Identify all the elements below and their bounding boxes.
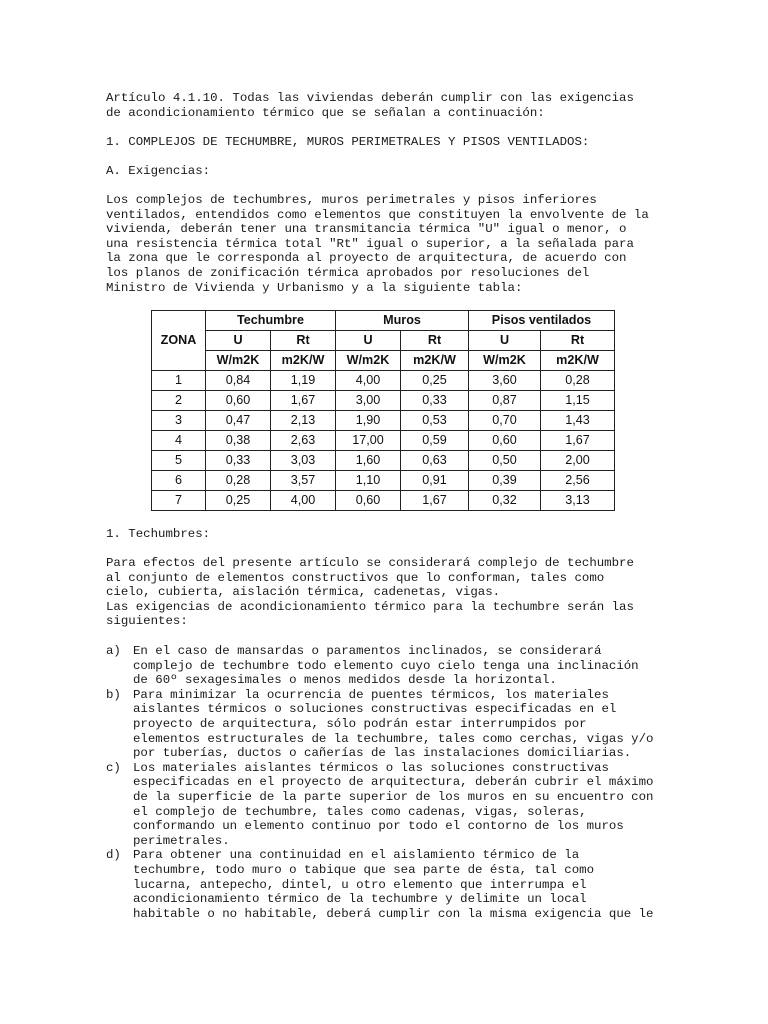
zone-cell: 3 [152,411,206,431]
zone-cell: 5 [152,451,206,471]
table-cell: 0,60 [336,491,401,511]
subheading-exigencias-text: A. Exigencias: [106,164,211,178]
symbol-header: U [469,331,541,351]
list-item-line: lucarna, antepecho, dintel, u otro elemento que interrumpa el [133,877,587,892]
table-cell: 3,13 [541,491,615,511]
list-item-body [133,688,666,761]
paragraph-line: una resistencia térmica total "Rt" igual o superior, a la señalada para [106,236,634,251]
table-cell: 0,53 [401,411,469,431]
table-row [152,451,615,471]
table-cell: 1,90 [336,411,401,431]
table-cell: 4,00 [271,491,336,511]
table-cell: 3,60 [469,371,541,391]
table-cell: 1,15 [541,391,615,411]
paragraph-line: Ministro de Vivienda y Urbanismo y a la siguiente tabla: [106,280,523,295]
section-heading [106,135,666,150]
list-item-line: proyecto de arquitectura, sólo podrán estar interrumpidos por [133,716,587,731]
symbol-header: Rt [541,331,615,351]
table-cell: 3,03 [271,451,336,471]
zone-cell: 2 [152,391,206,411]
table-row [152,391,615,411]
table-row [152,471,615,491]
table-cell: 3,00 [336,391,401,411]
list-item-line: conformando un elemento continuo por todo el contorno de los muros [133,819,624,834]
article-intro [106,91,666,120]
table-cell: 0,33 [401,391,469,411]
table-cell: 2,00 [541,451,615,471]
unit-header: W/m2K [206,351,271,371]
table-cell: 1,67 [401,491,469,511]
table-cell: 2,13 [271,411,336,431]
list-item-line: Los materiales aislantes térmicos o las soluciones constructivas [133,760,609,775]
list-item-line: elementos estructurales de la techumbre, tales como cerchas, vigas y/o [133,731,654,746]
pisos-ventilados-header: Pisos ventilados [469,311,615,331]
table-cell: 0,91 [401,471,469,491]
table-row [152,491,615,511]
list-item [106,761,666,849]
table-symbol-row [152,331,615,351]
table-cell: 0,28 [541,371,615,391]
list-item-line: aislantes térmicos o soluciones constructivas especificadas en el [133,702,617,717]
list-item [106,644,666,688]
table-cell: 2,63 [271,431,336,451]
paragraph-line: Las exigencias de acondicionamiento térmico para la techumbre serán las [106,599,634,614]
thermal-zones-table [151,310,615,511]
unit-header: m2K/W [271,351,336,371]
article-line: Artículo 4.1.10. Todas las viviendas deberán cumplir con las exigencias [106,91,634,105]
table-cell: 0,28 [206,471,271,491]
list-item-line: Para obtener una continuidad en el aislamiento térmico de la [133,848,580,863]
table-cell: 3,57 [271,471,336,491]
table-cell: 2,56 [541,471,615,491]
symbol-header: Rt [401,331,469,351]
unit-header: W/m2K [336,351,401,371]
list-item-line: Para minimizar la ocurrencia de puentes térmicos, los materiales [133,687,609,702]
list-item-line: de la superficie de la parte superior de los muros en su encuentro con [133,789,654,804]
table-cell: 1,19 [271,371,336,391]
unit-header: m2K/W [401,351,469,371]
list-item-line: perimetrales. [133,833,230,848]
list-item [106,688,666,761]
list-item-line: habitable o no habitable, deberá cumplir con la misma exigencia que le [133,906,654,921]
table-cell: 4,00 [336,371,401,391]
table-cell: 1,67 [541,431,615,451]
table-cell: 0,84 [206,371,271,391]
list-item-body [133,761,666,849]
paragraph-line: la zona que le corresponda al proyecto de arquitectura, de acuerdo con [106,251,627,266]
table-cell: 0,47 [206,411,271,431]
table-row [152,411,615,431]
zone-cell: 4 [152,431,206,451]
paragraph-line: siguientes: [106,614,188,629]
table-cell: 0,39 [469,471,541,491]
zone-cell: 7 [152,491,206,511]
list-marker: c) [106,760,121,775]
techumbre-header: Techumbre [206,311,336,331]
table-cell: 1,67 [271,391,336,411]
table-cell: 0,32 [469,491,541,511]
subheading-exigencias [106,164,666,179]
unit-header: W/m2K [469,351,541,371]
unit-header: m2K/W [541,351,615,371]
list-marker: b) [106,687,121,702]
table-cell: 0,38 [206,431,271,451]
list-item-line: complejo de techumbre todo elemento cuyo cielo tenga una inclinación [133,658,639,673]
zona-header: ZONA [152,311,206,371]
zone-cell: 6 [152,471,206,491]
list-item-line: techumbre, todo muro o tabique que sea parte de ésta, tal como [133,862,595,877]
paragraph-line: Para efectos del presente artículo se considerará complejo de techumbre [106,556,634,570]
table-unit-row [152,351,615,371]
list-item-body [133,644,666,688]
list-marker: d) [106,848,121,863]
paragraph-techumbre [106,556,666,629]
list-item-line: por tuberías, ductos o cañerías de las instalaciones domiciliarias. [133,746,632,761]
table-header-row [152,311,615,331]
table-cell: 1,43 [541,411,615,431]
list-item-line: acondicionamiento térmico de la techumbre y delimite un local [133,892,587,907]
paragraph-envelope [106,193,666,295]
paragraph-line: los planos de zonificación térmica aprobados por resoluciones del [106,265,590,280]
symbol-header: Rt [271,331,336,351]
section-heading-text: 1. COMPLEJOS DE TECHUMBRE, MUROS PERIMETRALES Y PISOS VENTILADOS: [106,135,590,149]
list-marker: a) [106,644,121,658]
table-cell: 0,50 [469,451,541,471]
paragraph-line: al conjunto de elementos constructivos que lo conforman, tales como [106,570,605,585]
table-cell: 0,60 [206,391,271,411]
table-row [152,431,615,451]
table-cell: 17,00 [336,431,401,451]
table-cell: 0,87 [469,391,541,411]
table-cell: 0,63 [401,451,469,471]
subheading-techumbres [106,527,666,542]
muros-header: Muros [336,311,469,331]
table-cell: 0,60 [469,431,541,451]
symbol-header: U [206,331,271,351]
list-item-line: En el caso de mansardas o paramentos inclinados, se considerará [133,644,602,658]
paragraph-line: ventilados, entendidos como elementos que constituyen la envolvente de la [106,207,649,222]
list-item-line: especificadas en el proyecto de arquitectura, deberán cubrir el máximo [133,775,654,790]
requirements-list [106,644,666,921]
list-item-line: de 60º sexagesimales o menos medidos desde la horizontal. [133,673,557,688]
table-cell: 1,10 [336,471,401,491]
zone-cell: 1 [152,371,206,391]
table-cell: 0,25 [401,371,469,391]
list-item-body [133,848,666,921]
table-row [152,371,615,391]
table-cell: 0,59 [401,431,469,451]
table-cell: 0,33 [206,451,271,471]
list-item [106,848,666,921]
table-cell: 0,25 [206,491,271,511]
article-line: de acondicionamiento térmico que se señalan a continuación: [106,105,545,120]
paragraph-line: Los complejos de techumbres, muros perimetrales y pisos inferiores [106,193,597,207]
list-item-line: el complejo de techumbre, tales como cadenas, vigas, soleras, [133,804,587,819]
table-cell: 1,60 [336,451,401,471]
paragraph-line: vivienda, deberán tener una transmitancia térmica "U" igual o menor, o [106,222,627,237]
table-cell: 0,70 [469,411,541,431]
paragraph-line: cielo, cubierta, aislación térmica, cadenetas, vigas. [106,585,501,600]
symbol-header: U [336,331,401,351]
subheading-techumbres-text: 1. Techumbres: [106,527,211,541]
